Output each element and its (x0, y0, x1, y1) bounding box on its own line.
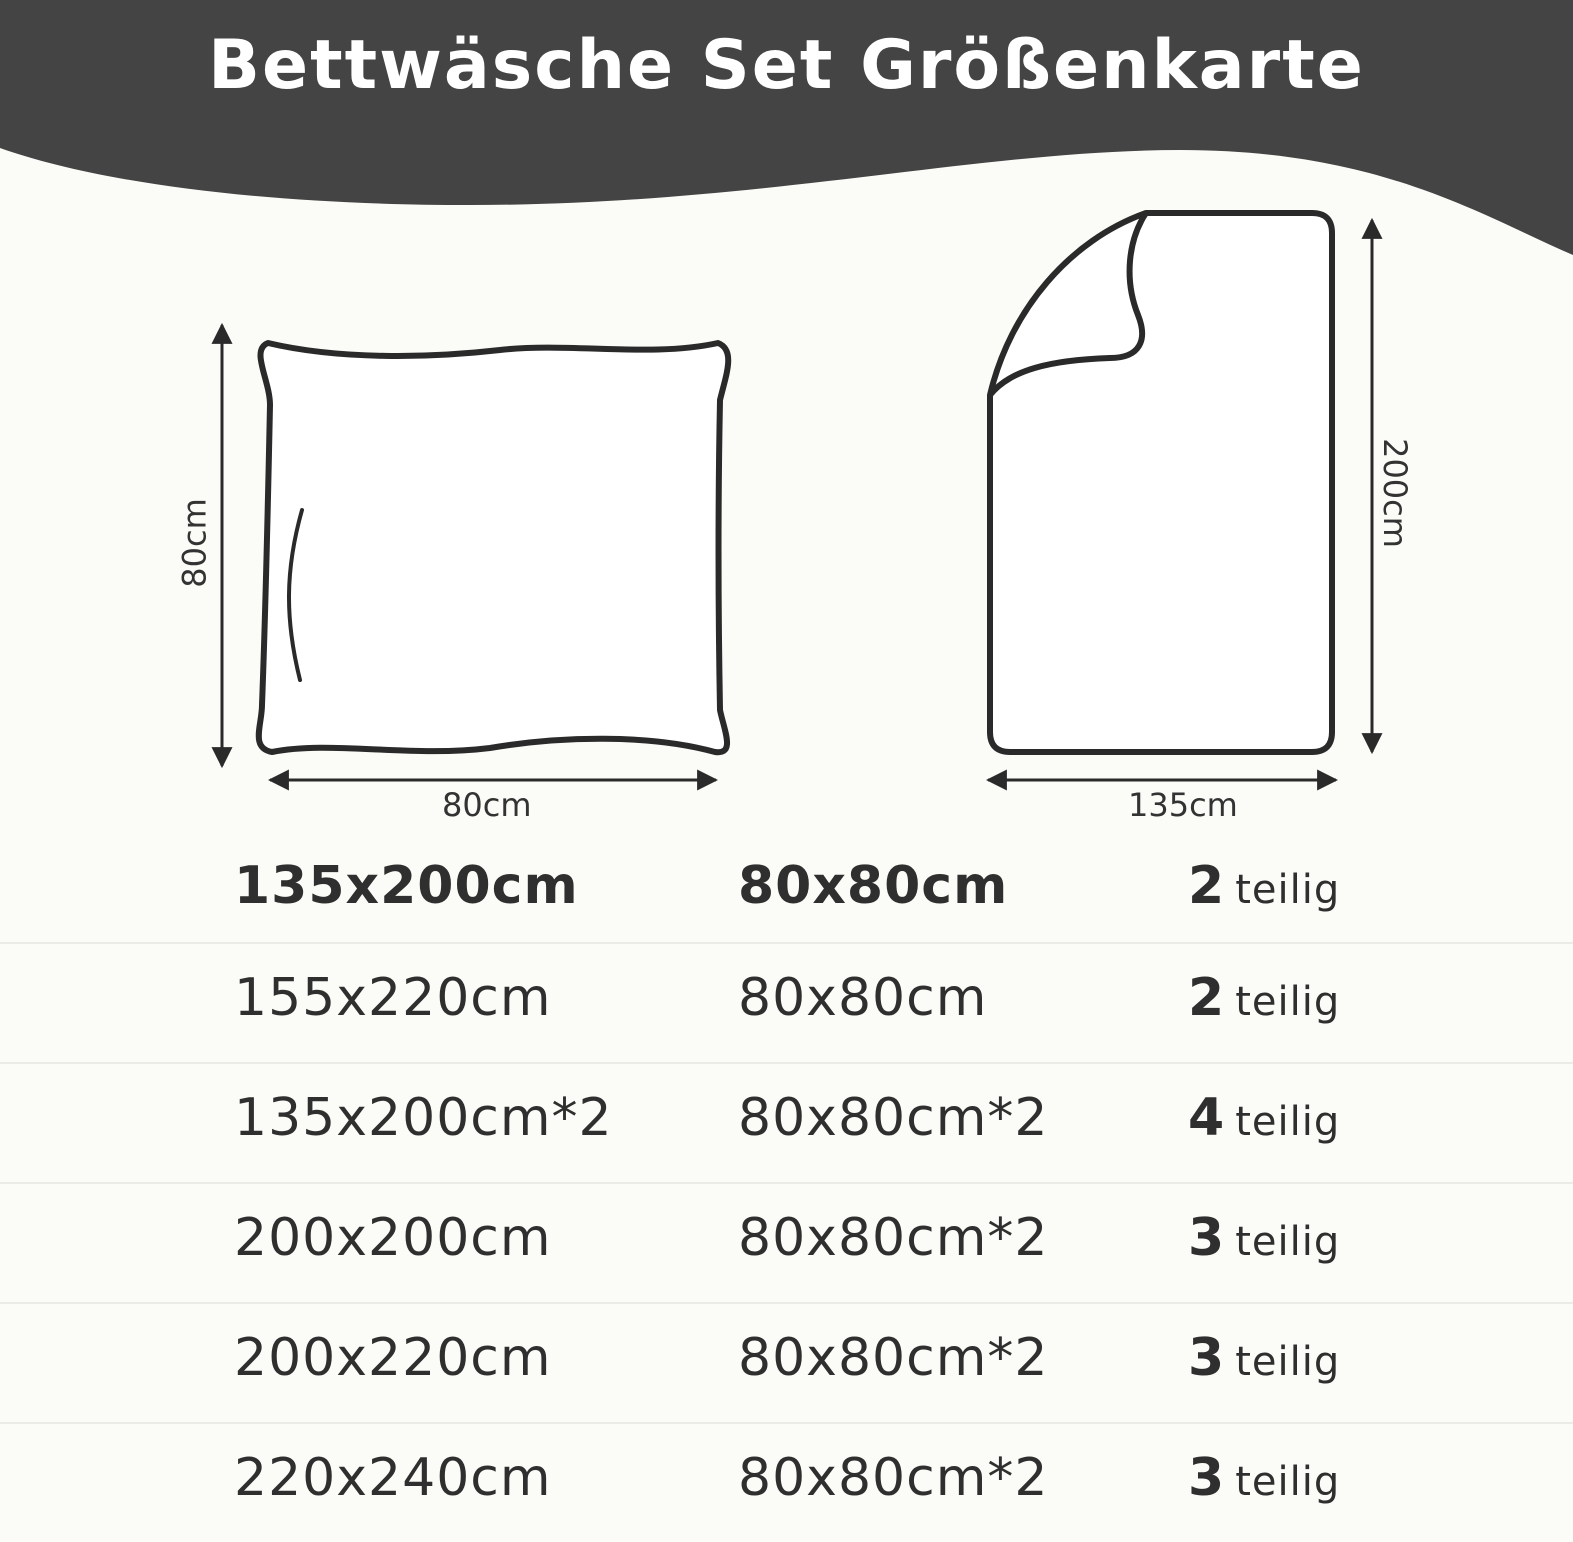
duvet-size: 200x200cm (234, 1208, 552, 1268)
page-title: Bettwäsche Set Größenkarte (208, 26, 1365, 105)
duvet-size: 135x200cm (234, 856, 579, 916)
duvet-size: 135x200cm*2 (234, 1088, 613, 1148)
pillow-width-label: 80cm (442, 786, 532, 824)
table-row (0, 1424, 1573, 1542)
size-table (0, 832, 1573, 1542)
pillow-size: 80x80cm (738, 856, 1009, 916)
pillow-size: 80x80cm (738, 968, 988, 1028)
table-row (0, 1304, 1573, 1424)
piece-count: 2 teilig (1188, 968, 1341, 1028)
table-row (0, 1184, 1573, 1304)
pillow-size: 80x80cm*2 (738, 1328, 1049, 1388)
pillow-icon (259, 343, 729, 752)
table-row (0, 1064, 1573, 1184)
pillow-size: 80x80cm*2 (738, 1448, 1049, 1508)
pillow-size: 80x80cm*2 (738, 1088, 1049, 1148)
duvet-height-label: 200cm (1375, 438, 1414, 548)
size-illustrations (0, 200, 1573, 840)
duvet-icon (990, 213, 1332, 752)
table-row (0, 944, 1573, 1064)
piece-count: 3 teilig (1188, 1448, 1341, 1508)
pillow-height-label: 80cm (175, 498, 214, 588)
duvet-size: 155x220cm (234, 968, 552, 1028)
duvet-size: 220x240cm (234, 1448, 552, 1508)
piece-count: 3 teilig (1188, 1208, 1341, 1268)
piece-count: 2 teilig (1188, 856, 1341, 916)
table-row (0, 832, 1573, 944)
pillow-size: 80x80cm*2 (738, 1208, 1049, 1268)
duvet-size: 200x220cm (234, 1328, 552, 1388)
piece-count: 4 teilig (1188, 1088, 1341, 1148)
piece-count: 3 teilig (1188, 1328, 1341, 1388)
duvet-width-label: 135cm (1128, 786, 1238, 824)
